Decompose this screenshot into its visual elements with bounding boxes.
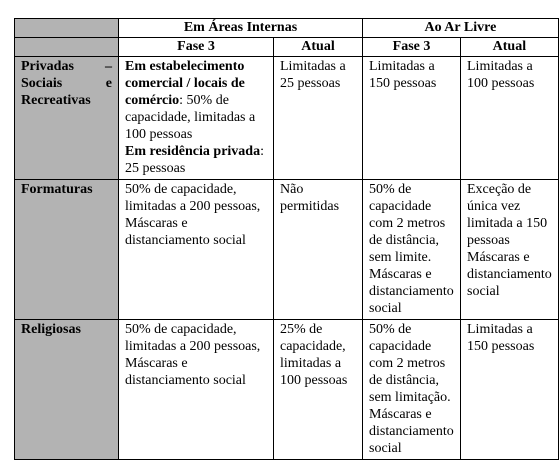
header-corner-cell-2	[15, 38, 119, 57]
bold-label: Em residência privada	[125, 144, 261, 159]
table-row-formaturas	[15, 180, 559, 320]
cell-formaturas-indoor-phase3: 50% de capacidade, limitadas a 200 pessoas, Máscaras e distanciamento social	[119, 180, 274, 320]
header-indoor-phase3: Fase 3	[119, 38, 274, 57]
cell-text: : 25 pessoas	[125, 144, 264, 176]
row-header-privadas	[15, 57, 119, 180]
cell-formaturas-indoor-current: Não permitidas	[274, 180, 363, 320]
cell-privadas-outdoor-current: Limitadas a 100 pessoas	[461, 57, 559, 180]
header-row-groups	[15, 19, 559, 38]
cell-religiosas-outdoor-current: Limitadas a 150 pessoas	[461, 320, 559, 460]
table-row-privadas	[15, 57, 559, 180]
guidelines-table	[14, 18, 559, 460]
category-line: Privadas –	[21, 59, 112, 74]
cell-formaturas-outdoor-current: Exceção de única vez limitada a 150 pessoas Máscaras e distanciamento social	[461, 180, 559, 320]
cell-privadas-indoor-current: Limitadas a 25 pessoas	[274, 57, 363, 180]
cell-text: : 50% de capacidade, limitadas a 100 pessoas	[125, 93, 256, 142]
cell-religiosas-indoor-phase3: 50% de capacidade, limitadas a 200 pessoas, Máscaras e distanciamento social	[119, 320, 274, 460]
category-line: Sociais e	[21, 76, 112, 91]
cell-religiosas-indoor-current: 25% de capacidade, limitadas a 100 pessoas	[274, 320, 363, 460]
header-indoor-current: Atual	[274, 38, 363, 57]
header-indoor: Em Áreas Internas	[119, 19, 363, 38]
cell-formaturas-outdoor-phase3: 50% de capacidade com 2 metros de distância, sem limite. Máscaras e distanciamento social	[363, 180, 461, 320]
category-line: Recreativas	[21, 93, 91, 108]
bold-label: Em estabelecimento comercial / locais de comércio	[125, 59, 245, 108]
header-row-phases	[15, 38, 559, 57]
header-outdoor-current: Atual	[461, 38, 559, 57]
header-outdoor: Ao Ar Livre	[363, 19, 559, 38]
header-outdoor-phase3: Fase 3	[363, 38, 461, 57]
header-corner-cell	[15, 19, 119, 38]
cell-privadas-indoor-phase3	[119, 57, 274, 180]
row-header-religiosas: Religiosas	[15, 320, 119, 460]
table-row-religiosas	[15, 320, 559, 460]
cell-privadas-outdoor-phase3: Limitadas a 150 pessoas	[363, 57, 461, 180]
cell-religiosas-outdoor-phase3: 50% de capacidade com 2 metros de distância, sem limitação. Máscaras e distanciamento social	[363, 320, 461, 460]
row-header-formaturas: Formaturas	[15, 180, 119, 320]
